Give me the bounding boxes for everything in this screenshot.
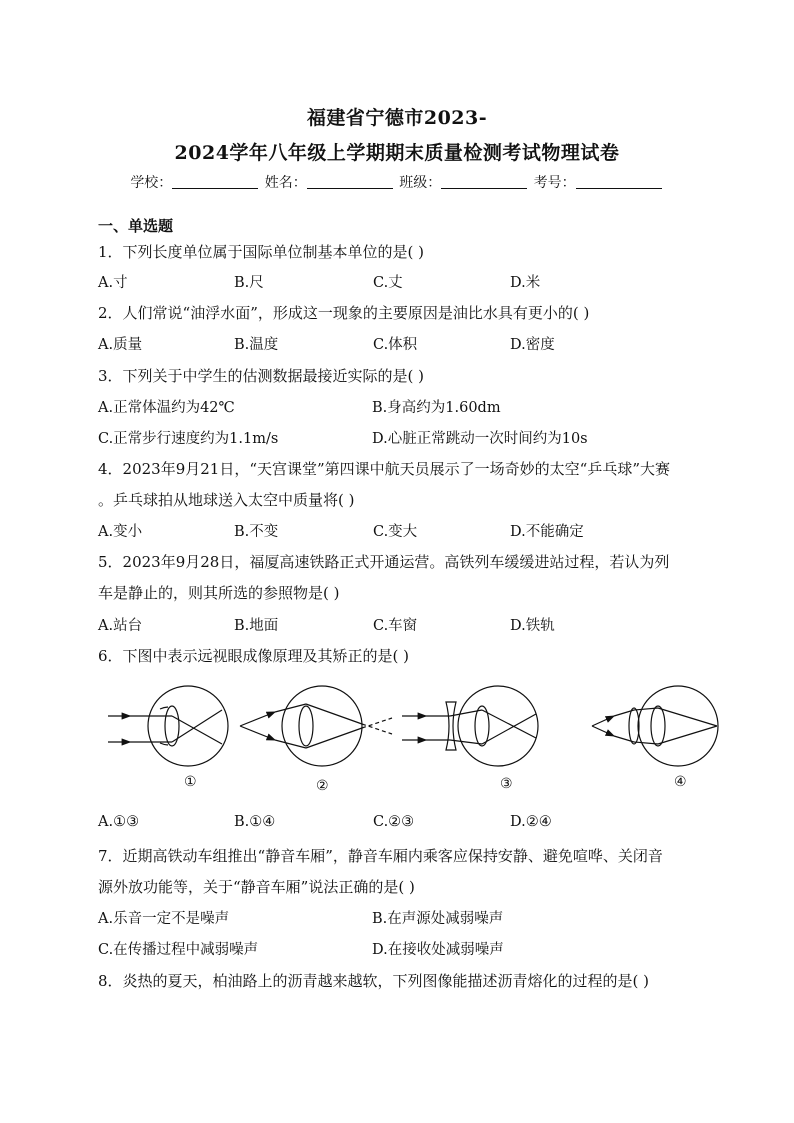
school-blank <box>172 174 258 189</box>
question-5-line-1: 5．2023年9月28日，福厦高速铁路正式开通运营。高铁列车缓缓进站过程，若认为列 <box>98 553 670 571</box>
q6-option-b: B.①④ <box>234 814 276 830</box>
q7-option-b: B.在声源处减弱噪声 <box>372 911 504 927</box>
q1-option-a: A.寸 <box>98 275 128 291</box>
eye-diagram-1 <box>108 686 228 766</box>
question-4-line-1: 4．2023年9月21日，“天宫课堂”第四课中航天员展示了一场奇妙的太空“乒乓球”大赛 <box>98 460 671 478</box>
exam-number-label: 考号： <box>533 175 576 191</box>
question-6: 6．下图中表示远视眼成像原理及其矫正的是( ) <box>98 647 410 665</box>
q4-option-c: C.变大 <box>373 524 418 540</box>
q3-option-c: C.正常步行速度约为1.1m/s <box>98 431 279 447</box>
q1-option-d: D.米 <box>510 275 541 291</box>
q7-option-c: C.在传播过程中减弱噪声 <box>98 942 259 958</box>
q3-option-a: A.正常体温约为42℃ <box>98 400 235 416</box>
question-1: 1．下列长度单位属于国际单位制基本单位的是( ) <box>98 243 425 261</box>
q3-option-d: D.心脏正常跳动一次时间约为10s <box>372 431 588 447</box>
eye-diagram-figure <box>100 682 730 802</box>
class-blank <box>441 174 527 189</box>
q5-option-c: C.车窗 <box>373 618 418 634</box>
q5-option-b: B.地面 <box>234 618 279 634</box>
question-4-line-2: 。乒乓球拍从地球送入太空中质量将( ) <box>98 491 355 509</box>
q3-option-b: B.身高约为1.60dm <box>372 400 501 416</box>
student-info-row <box>0 172 794 192</box>
figure-label-2: ② <box>316 778 329 794</box>
class-label: 班级： <box>399 175 442 191</box>
figure-label-3: ③ <box>500 776 513 792</box>
title-line-1: 福建省宁德市2023- <box>306 107 488 129</box>
question-5-line-2: 车是静止的，则其所选的参照物是( ) <box>98 584 340 602</box>
q6-option-d: D.②④ <box>510 814 552 830</box>
section-heading: 一、单选题 <box>98 217 174 235</box>
q2-option-d: D.密度 <box>510 337 555 353</box>
question-2: 2．人们常说“油浮水面”，形成这一现象的主要原因是油比水具有更小的( ) <box>98 304 590 322</box>
name-blank <box>307 174 393 189</box>
question-8: 8．炎热的夏天，柏油路上的沥青越来越软，下列图像能描述沥青熔化的过程的是( ) <box>98 972 650 990</box>
q7-option-a: A.乐音一定不是噪声 <box>98 911 230 927</box>
question-7-line-1: 7．近期高铁动车组推出“静音车厢”，静音车厢内乘客应保持安静、避免喧哗、关闭音 <box>98 847 663 865</box>
eye-diagram-3 <box>402 686 538 766</box>
q2-option-b: B.温度 <box>234 337 279 353</box>
q1-option-b: B.尺 <box>234 275 264 291</box>
q6-option-a: A.①③ <box>98 814 140 830</box>
title-line-2: 2024学年八年级上学期期末质量检测考试物理试卷 <box>174 142 620 164</box>
q6-option-c: C.②③ <box>373 814 415 830</box>
question-7-line-2: 源外放功能等，关于“静音车厢”说法正确的是( ) <box>98 878 415 896</box>
figure-label-1: ① <box>184 774 197 790</box>
eye-diagram-2 <box>240 686 392 766</box>
q1-option-c: C.丈 <box>373 275 403 291</box>
figure-label-4: ④ <box>674 774 687 790</box>
school-label: 学校： <box>130 175 173 191</box>
q7-option-d: D.在接收处减弱噪声 <box>372 942 504 958</box>
q5-option-d: D.铁轨 <box>510 618 555 634</box>
exam-number-blank <box>576 174 662 189</box>
eye-diagram-4 <box>592 686 718 766</box>
q4-option-a: A.变小 <box>98 524 143 540</box>
q2-option-c: C.体积 <box>373 337 418 353</box>
q4-option-b: B.不变 <box>234 524 279 540</box>
q5-option-a: A.站台 <box>98 618 143 634</box>
q4-option-d: D.不能确定 <box>510 524 584 540</box>
q2-option-a: A.质量 <box>98 337 143 353</box>
name-label: 姓名： <box>264 175 307 191</box>
question-3: 3．下列关于中学生的估测数据最接近实际的是( ) <box>98 367 425 385</box>
